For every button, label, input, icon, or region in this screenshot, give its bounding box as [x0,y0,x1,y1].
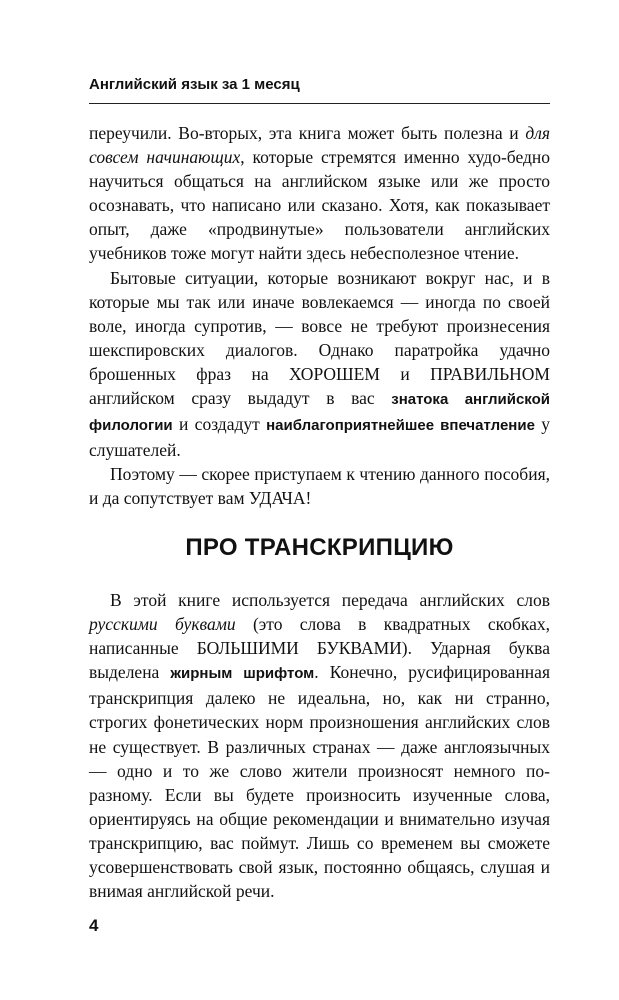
bold-emphasis: жирным шрифтом [170,665,315,683]
paragraph [89,121,550,266]
text-run: и создадут [172,414,267,435]
header-rule [89,103,550,104]
running-header: Английский язык за 1 месяц [89,76,300,93]
text-run: Бытовые ситуации, которые возникают вокруг нас, и в которые мы так или иначе вовлекаемся — иногда по своей воле, иногда супротив, — вовсе не требуют произнесения шекспировских диалогов. Однако паратройка удачно брошенных фраз на ХОРОШЕМ и ПРАВИЛЬНОМ английском сразу выдадут в вас [89,267,550,409]
bold-emphasis: наиблагоприятнейшее впечатление [266,417,535,435]
italic-emphasis: русскими буквами [89,614,236,635]
text-run: Поэтому — скорее приступаем к чтению данного пособия, и да сопутствует вам УДАЧА! [89,464,550,509]
page-number: 4 [89,916,99,935]
text-run: В этой книге используется передача английских слов [110,590,550,610]
bold-emphasis: знатока английской филологии [89,391,550,435]
body-text-bottom [89,588,550,903]
paragraph [89,462,550,510]
text-run: , которые стремятся именно худо-бедно научиться общаться на английском языке или же просто осознавать, что написано или сказано. Хотя, как показывает опыт, даже «продвинутые» пользователи английских учебников тоже могут найти здесь небесполезное чтение. [89,147,550,264]
paragraph [89,266,550,463]
text-run: переучили. Во-вторых, эта книга может быть полезна и [89,123,526,143]
section-heading: ПРО ТРАНСКРИПЦИЮ [185,534,454,561]
text-run: у слушателей. [89,414,550,461]
text-run: . Конечно, русифицированная транскрипция далеко не идеальна, но, как ни странно, строгих фонетических норм произношения английских слов не существует. В различных странах — даже англоязычных — одно и то же слово жители произносят немного по-разному. Если вы будете произносить изученные слова, ориентируясь на общие рекомендации и внимательно изучая транскрипцию, вас поймут. Лишь со временем вы сможете усовершенствовать свой язык, постоянно общаясь, слушая и внимая английской речи. [89,662,550,902]
paragraph [89,588,550,903]
body-text-top [89,121,550,511]
text-run: (это слова в квадратных скобках, написанные БОЛЬШИМИ БУКВАМИ). Ударная буква выделена [89,614,550,683]
italic-emphasis: для совсем начинающих [89,123,550,168]
